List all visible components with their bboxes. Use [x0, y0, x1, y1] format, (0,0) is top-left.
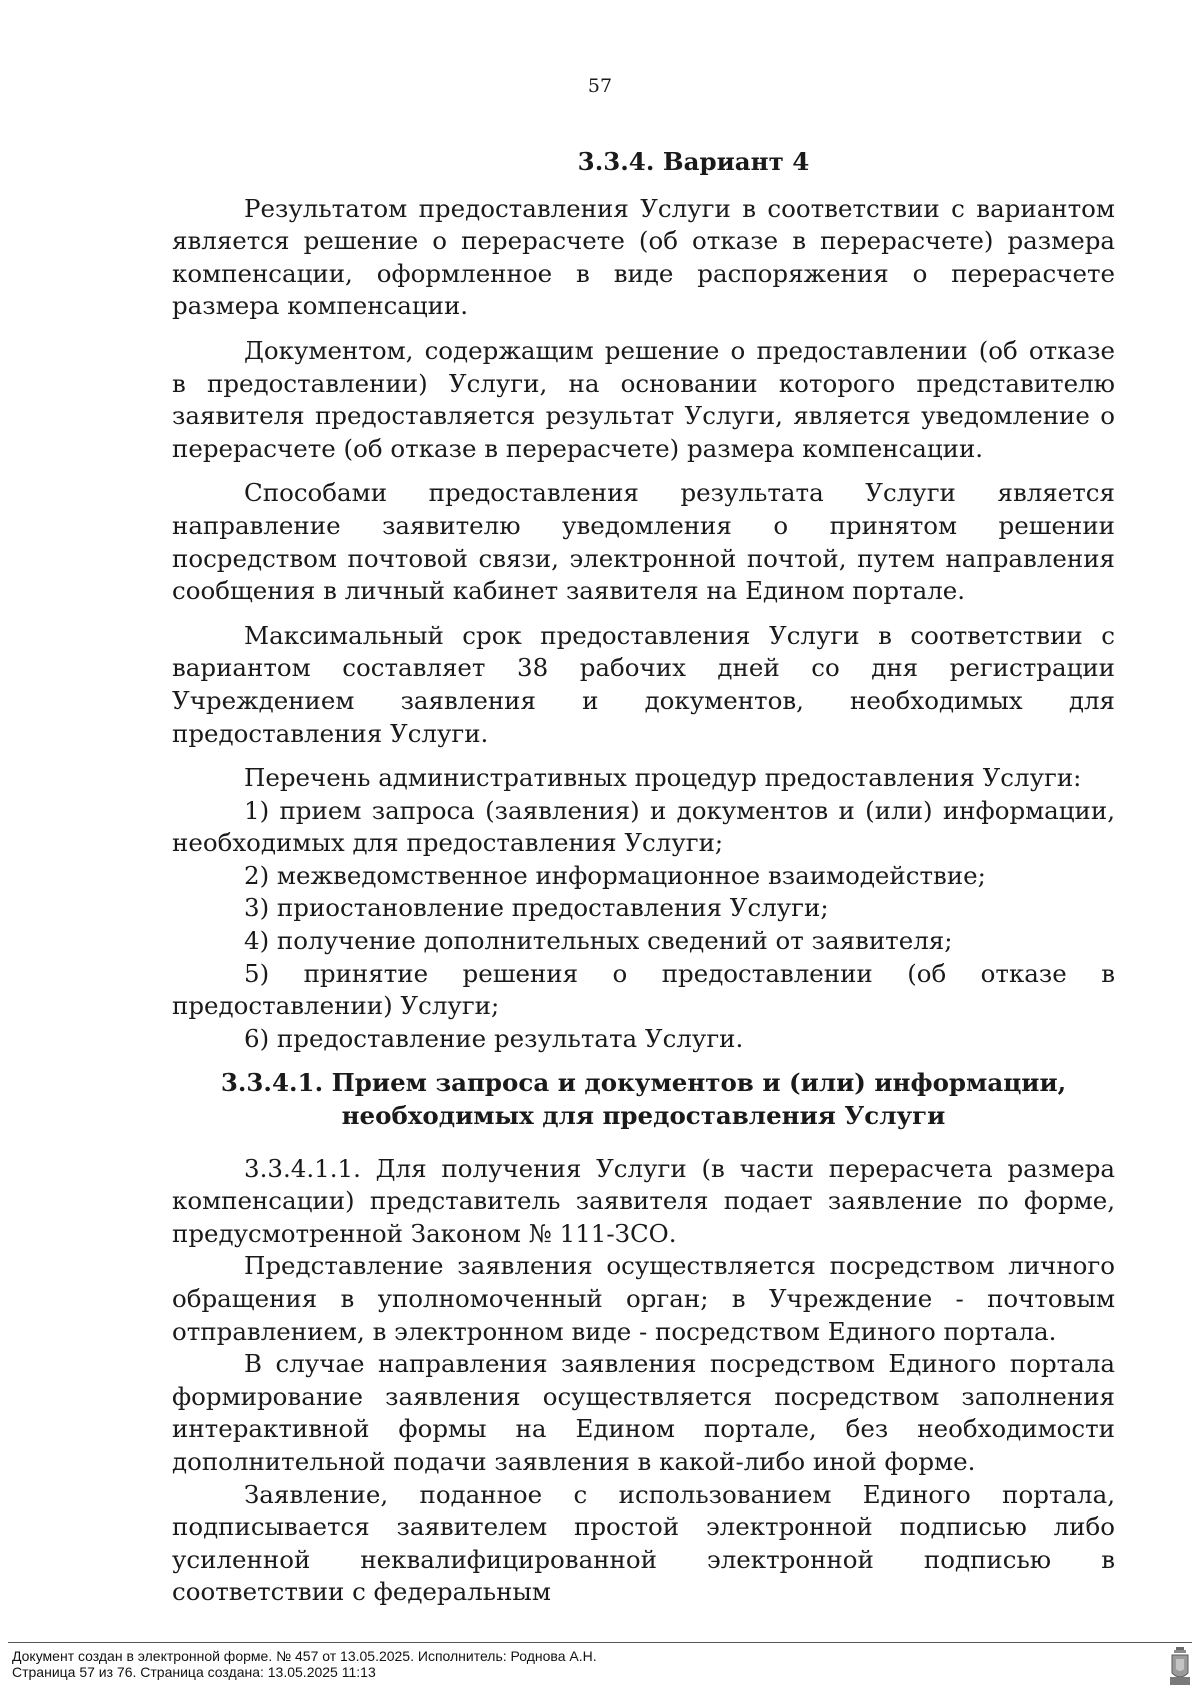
page-number: 57 — [587, 75, 613, 97]
paragraph-result: Результатом предоставления Услуги в соответствии с вариантом является решение о перерасчете (об отказе в перерасчете) размера компенсации, оформленное в виде распоряжения о перерасчете размера компенсации. — [172, 193, 1115, 321]
procedures-intro: Перечень административных процедур предоставления Услуги: — [244, 763, 1082, 793]
coat-of-arms-icon — [1170, 1647, 1190, 1685]
paragraph-submission: Представление заявления осуществляется посредством личного обращения в уполномоченный орган; в Учреждение - почтовым отправлением, в электронном виде - посредством Единого портала. — [172, 1251, 1115, 1346]
list-item: 4) получение дополнительных сведений от заявителя; — [244, 926, 953, 956]
paragraph-methods: Способами предоставления результата Услуги является направление заявителю уведомления о принятом решении посредством почтовой связи, электронной почтой, путем направления сообщения в личный кабинет заявителя на Едином портале. — [172, 478, 1115, 606]
paragraph-deadline: Максимальный срок предоставления Услуги в соответствии с вариантом составляет 38 рабочих дней со дня регистрации Учреждением заявления и документов, необходимых для предоставления Услуги. — [172, 620, 1115, 748]
footer-divider — [8, 1642, 1192, 1643]
procedures-list — [172, 762, 1115, 1055]
document-footer — [12, 1648, 1132, 1680]
paragraph-document: Документом, содержащим решение о предоставлении (об отказе в предоставлении) Услуги, на основании которого представителю заявителя предоставляется результат Услуги, является уведомление о перерасчете (об отказе в перерасчете) размера компенсации. — [172, 335, 1115, 463]
document-body — [172, 146, 1115, 1609]
footer-line-page: Страница 57 из 76. Страница создана: 13.05.2025 11:13 — [12, 1664, 376, 1680]
section-heading: 3.3.4. Вариант 4 — [577, 147, 810, 176]
list-item: 6) предоставление результата Услуги. — [244, 1023, 744, 1053]
paragraph-signature: Заявление, поданное с использованием Единого портала, подписывается заявителем простой электронной подписью либо усиленной неквалифицированной электронной подписью в соответствии с федеральным — [172, 1479, 1115, 1607]
paragraph-application-form: 3.3.4.1.1. Для получения Услуги (в части перерасчета размера компенсации) представитель заявителя подает заявление по форме, предусмотренной Законом № 111-ЗСО. — [172, 1153, 1115, 1248]
list-item: 2) межведомственное информационное взаимодействие; — [244, 860, 986, 890]
footer-line-document: Документ создан в электронной форме. № 457 от 13.05.2025. Исполнитель: Роднова А.Н. — [12, 1648, 597, 1664]
list-item: 1) прием запроса (заявления) и документов и (или) информации, необходимых для предоставления Услуги; — [172, 795, 1115, 858]
paragraph-portal: В случае направления заявления посредством Единого портала формирование заявления осуществляется посредством заполнения интерактивной формы на Едином портале, без необходимости дополнительной подачи заявления в какой-либо иной форме. — [172, 1349, 1115, 1476]
list-item: 3) приостановление предоставления Услуги; — [244, 893, 829, 923]
subsection-heading: 3.3.4.1. Прием запроса и документов и (или) информации, необходимых для предоставления Услуги — [220, 1068, 1067, 1131]
list-item: 5) принятие решения о предоставлении (об отказе в предоставлении) Услуги; — [172, 958, 1115, 1021]
